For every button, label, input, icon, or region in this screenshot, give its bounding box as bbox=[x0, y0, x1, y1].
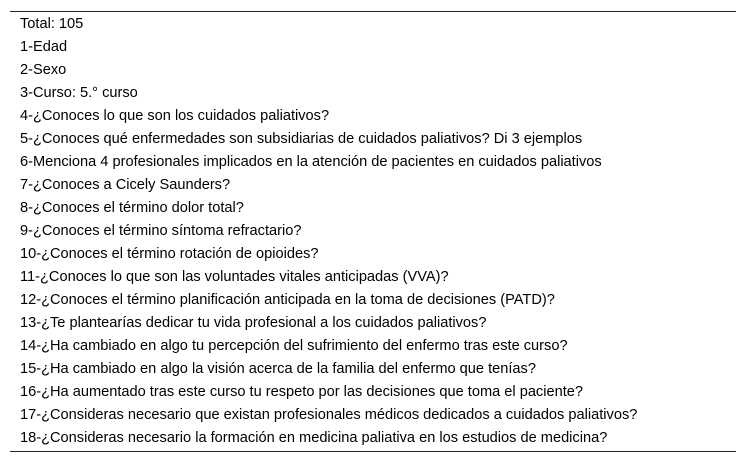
table-row-5: 5-¿Conoces qué enfermedades son subsidiarias de cuidados paliativos? Di 3 ejemplos bbox=[20, 131, 583, 147]
questionnaire-table bbox=[10, 11, 736, 452]
table-row-17: 17-¿Consideras necesario que existan profesionales médicos dedicados a cuidados paliativos? bbox=[20, 407, 638, 423]
table-row-7: 7-¿Conoces a Cicely Saunders? bbox=[20, 177, 231, 193]
table-row-2: 2-Sexo bbox=[20, 62, 67, 78]
table-row-12: 12-¿Conoces el término planificación anticipada en la toma de decisiones (PATD)? bbox=[20, 292, 555, 308]
table-row-4: 4-¿Conoces lo que son los cuidados paliativos? bbox=[20, 108, 330, 124]
table-row-18: 18-¿Consideras necesario la formación en medicina paliativa en los estudios de medicina? bbox=[20, 430, 608, 446]
table-row-14: 14-¿Ha cambiado en algo tu percepción del sufrimiento del enfermo tras este curso? bbox=[20, 338, 568, 354]
table-row-11: 11-¿Conoces lo que son las voluntades vitales anticipadas (VVA)? bbox=[20, 269, 449, 285]
table-row-6: 6-Menciona 4 profesionales implicados en la atención de pacientes en cuidados paliativos bbox=[20, 154, 602, 170]
table-row-9: 9-¿Conoces el término síntoma refractario? bbox=[20, 223, 302, 239]
table-row-15: 15-¿Ha cambiado en algo la visión acerca de la familia del enfermo que tenías? bbox=[20, 361, 536, 377]
table-row-13: 13-¿Te plantearías dedicar tu vida profesional a los cuidados paliativos? bbox=[20, 315, 487, 331]
table-row-3: 3-Curso: 5.° curso bbox=[20, 85, 138, 101]
table-row-total: Total: 105 bbox=[20, 16, 84, 32]
table-row-10: 10-¿Conoces el término rotación de opioides? bbox=[20, 246, 319, 262]
table-row-16: 16-¿Ha aumentado tras este curso tu respeto por las decisiones que toma el paciente? bbox=[20, 384, 583, 400]
table-row-8: 8-¿Conoces el término dolor total? bbox=[20, 200, 244, 216]
table-row-1: 1-Edad bbox=[20, 39, 68, 55]
